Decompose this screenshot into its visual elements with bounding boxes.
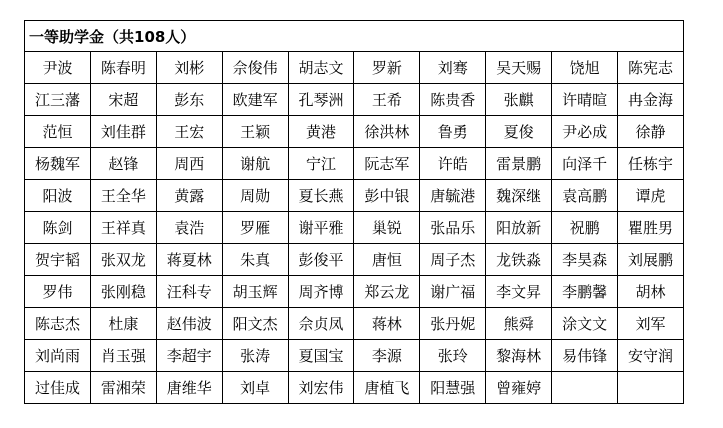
name-cell: 刘骞 <box>420 52 486 84</box>
name-cell: 阮志军 <box>354 148 420 180</box>
name-cell: 李昊森 <box>552 244 618 276</box>
name-cell: 黎海林 <box>486 340 552 372</box>
name-cell: 刘尚雨 <box>25 340 91 372</box>
table-row <box>25 276 684 308</box>
name-cell: 谢平雅 <box>288 212 354 244</box>
name-cell: 雷景鹏 <box>486 148 552 180</box>
name-cell: 吴天赐 <box>486 52 552 84</box>
name-cell: 张双龙 <box>90 244 156 276</box>
name-cell: 彭中银 <box>354 180 420 212</box>
name-cell: 唐毓港 <box>420 180 486 212</box>
name-cell: 谢广福 <box>420 276 486 308</box>
name-cell: 王宏 <box>156 116 222 148</box>
name-cell: 许皓 <box>420 148 486 180</box>
name-cell: 周西 <box>156 148 222 180</box>
name-cell: 刘展鹏 <box>618 244 684 276</box>
name-cell: 李鹏馨 <box>552 276 618 308</box>
name-cell: 罗伟 <box>25 276 91 308</box>
name-cell: 江三藩 <box>25 84 91 116</box>
name-cell: 李源 <box>354 340 420 372</box>
name-cell: 欧建军 <box>222 84 288 116</box>
name-cell: 佘俊伟 <box>222 52 288 84</box>
name-cell: 徐洪林 <box>354 116 420 148</box>
name-cell: 魏深继 <box>486 180 552 212</box>
table-row <box>25 372 684 404</box>
table-row <box>25 84 684 116</box>
name-cell: 贺宇韬 <box>25 244 91 276</box>
name-cell: 张丹妮 <box>420 308 486 340</box>
name-cell: 胡志文 <box>288 52 354 84</box>
name-cell: 胡玉辉 <box>222 276 288 308</box>
name-cell: 祝鹏 <box>552 212 618 244</box>
name-cell: 王颖 <box>222 116 288 148</box>
name-cell: 鲁勇 <box>420 116 486 148</box>
name-cell: 刘宏伟 <box>288 372 354 404</box>
name-cell: 朱真 <box>222 244 288 276</box>
table-row <box>25 212 684 244</box>
name-cell: 阳波 <box>25 180 91 212</box>
name-cell: 许晴暄 <box>552 84 618 116</box>
name-cell: 陈春明 <box>90 52 156 84</box>
name-cell: 孔琴洲 <box>288 84 354 116</box>
name-cell: 唐恒 <box>354 244 420 276</box>
name-cell: 刘军 <box>618 308 684 340</box>
title-row <box>25 21 684 52</box>
table-title: 一等助学金（共108人） <box>25 21 684 52</box>
name-cell: 王全华 <box>90 180 156 212</box>
name-cell: 谭虎 <box>618 180 684 212</box>
name-cell: 刘彬 <box>156 52 222 84</box>
table-row <box>25 340 684 372</box>
name-cell: 周子杰 <box>420 244 486 276</box>
name-cell: 黄露 <box>156 180 222 212</box>
name-cell: 唐植飞 <box>354 372 420 404</box>
name-cell: 李文昇 <box>486 276 552 308</box>
award-table <box>24 20 684 404</box>
name-cell: 陈剑 <box>25 212 91 244</box>
name-cell: 熊舜 <box>486 308 552 340</box>
name-cell: 张品乐 <box>420 212 486 244</box>
name-cell: 彭俊平 <box>288 244 354 276</box>
name-cell: 唐维华 <box>156 372 222 404</box>
name-cell: 张刚稳 <box>90 276 156 308</box>
name-cell: 刘卓 <box>222 372 288 404</box>
name-cell: 郑云龙 <box>354 276 420 308</box>
name-cell: 谢航 <box>222 148 288 180</box>
name-cell: 罗雁 <box>222 212 288 244</box>
name-cell: 佘贞凤 <box>288 308 354 340</box>
name-cell: 王祥真 <box>90 212 156 244</box>
name-cell: 宁江 <box>288 148 354 180</box>
name-cell: 杜康 <box>90 308 156 340</box>
name-cell: 黄港 <box>288 116 354 148</box>
name-cell: 蒋林 <box>354 308 420 340</box>
name-cell: 汪科专 <box>156 276 222 308</box>
name-cell: 尹波 <box>25 52 91 84</box>
name-cell: 罗新 <box>354 52 420 84</box>
table-row <box>25 308 684 340</box>
name-cell: 刘佳群 <box>90 116 156 148</box>
name-cell: 张涛 <box>222 340 288 372</box>
name-cell: 过佳成 <box>25 372 91 404</box>
name-cell: 陈志杰 <box>25 308 91 340</box>
name-cell: 陈贵香 <box>420 84 486 116</box>
name-cell: 阳慧强 <box>420 372 486 404</box>
name-cell: 彭东 <box>156 84 222 116</box>
name-cell <box>552 372 618 404</box>
name-cell: 夏俊 <box>486 116 552 148</box>
table-row <box>25 116 684 148</box>
name-cell: 尹必成 <box>552 116 618 148</box>
name-cell: 安守润 <box>618 340 684 372</box>
name-cell: 张玲 <box>420 340 486 372</box>
name-cell: 曾雍婷 <box>486 372 552 404</box>
name-cell: 范恒 <box>25 116 91 148</box>
name-cell: 瞿胜男 <box>618 212 684 244</box>
name-cell: 肖玉强 <box>90 340 156 372</box>
name-cell: 夏长燕 <box>288 180 354 212</box>
name-cell: 阳放新 <box>486 212 552 244</box>
name-cell: 巢锐 <box>354 212 420 244</box>
name-cell: 宋超 <box>90 84 156 116</box>
name-cell: 袁浩 <box>156 212 222 244</box>
table-row <box>25 180 684 212</box>
name-cell: 袁高鹏 <box>552 180 618 212</box>
name-cell: 张麒 <box>486 84 552 116</box>
name-cell: 杨魏军 <box>25 148 91 180</box>
name-cell: 饶旭 <box>552 52 618 84</box>
name-cell: 胡林 <box>618 276 684 308</box>
name-cell: 涂文文 <box>552 308 618 340</box>
name-cell <box>618 372 684 404</box>
name-cell: 王希 <box>354 84 420 116</box>
name-cell: 蒋夏林 <box>156 244 222 276</box>
name-cell: 任栋宇 <box>618 148 684 180</box>
name-cell: 徐静 <box>618 116 684 148</box>
name-cell: 阳文杰 <box>222 308 288 340</box>
table-row <box>25 148 684 180</box>
name-cell: 向泽千 <box>552 148 618 180</box>
name-cell: 赵伟波 <box>156 308 222 340</box>
name-cell: 雷湘荣 <box>90 372 156 404</box>
name-cell: 夏国宝 <box>288 340 354 372</box>
name-cell: 周齐博 <box>288 276 354 308</box>
name-cell: 陈宪志 <box>618 52 684 84</box>
name-cell: 易伟锋 <box>552 340 618 372</box>
table-row <box>25 244 684 276</box>
award-table-body <box>25 21 684 404</box>
name-cell: 李超宇 <box>156 340 222 372</box>
name-cell: 周勋 <box>222 180 288 212</box>
name-cell: 赵锋 <box>90 148 156 180</box>
name-cell: 冉金海 <box>618 84 684 116</box>
name-cell: 龙铁淼 <box>486 244 552 276</box>
table-row <box>25 52 684 84</box>
